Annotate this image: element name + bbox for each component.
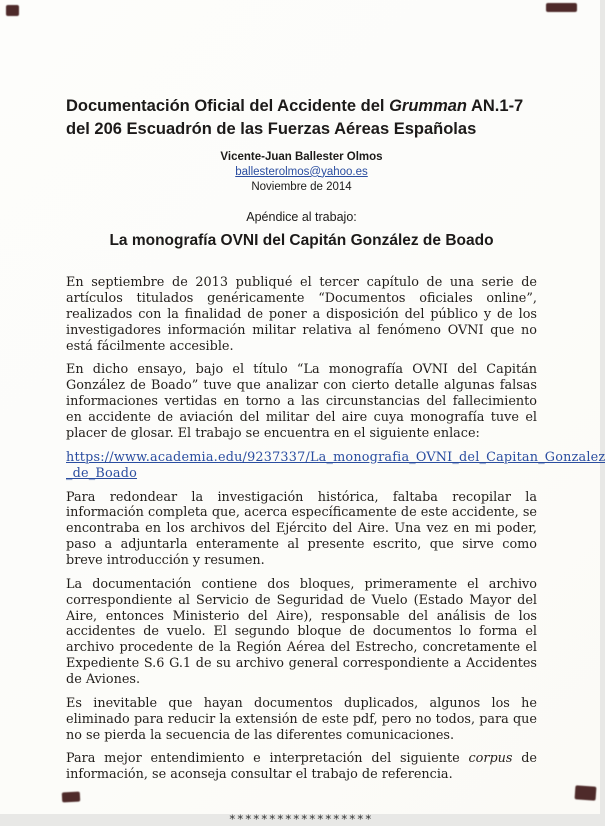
document-title — [66, 95, 537, 141]
document-subtitle: La monografía OVNI del Capitán González de Boado — [109, 232, 494, 250]
academia-link[interactable] — [66, 449, 605, 482]
email-line — [66, 166, 537, 179]
academia-link-line1[interactable]: https://www.academia.edu/9237337/La_monografia_OVNI_del_Capitan_Gonzalez — [66, 449, 605, 465]
author-block — [66, 151, 537, 251]
scan-artifact-top-right — [546, 3, 577, 12]
document-body — [66, 275, 605, 783]
scan-artifact-bottom-right — [575, 785, 597, 800]
academia-link-line2[interactable]: _de_Boado — [66, 465, 137, 481]
paragraph-advice — [66, 751, 537, 783]
paragraph-duplicates: Es inevitable que hayan documentos duplicados, algunos los he eliminado para reducir la extensión de este pdf, pero no todos, para que no se pierda la secuencia de las diferentes comunicaciones. — [66, 695, 537, 743]
scan-artifact-top-left — [6, 5, 19, 16]
paragraph-essay: En dicho ensayo, bajo el título “La monografía OVNI del Capitán González de Boado” tuve que analizar con cierto detalle algunas falsas informaciones vertidas en torno a las circunstancias del fallecimiento en accidente de aviación del militar del aire cuya monografía tuve el placer de glosar. El trabajo se encuentra en el siguiente enlace: — [66, 362, 537, 441]
advice-pre: Para mejor entendimiento e interpretación del siguiente — [66, 751, 469, 767]
paragraph-intro: En septiembre de 2013 publiqué el tercer capítulo de una serie de artículos titulados genéricamente “Documentos oficiales online”, realizados con la finalidad de poner a disposición del público y de los investigadores información militar relativa al fenómeno OVNI que no está fácilmente accesible. — [66, 275, 537, 354]
title-line1-pre: Documentación Oficial del Accidente del — [66, 97, 390, 115]
title-aircraft-name: Grumman — [389, 97, 467, 115]
title-line1-post: AN.1-7 — [467, 97, 524, 115]
advice-corpus: corpus — [468, 751, 513, 767]
appendix-label: Apéndice al trabajo: — [246, 210, 357, 225]
advice-post: de información, se aconseja consultar el trabajo de referencia. — [66, 751, 537, 783]
publication-date: Noviembre de 2014 — [251, 180, 352, 193]
scan-artifact-bottom-left — [62, 792, 80, 803]
title-line2: del 206 Escuadrón de las Fuerzas Aéreas Españolas — [66, 119, 477, 138]
email-link[interactable]: ballesterolmos@yahoo.es — [235, 165, 368, 178]
paragraph-archives: Para redondear la investigación histórica, faltaba recopilar la información completa que, acerca específicamente de este accidente, se encontraba en los archivos del Ejército del Aire. Una vez en mi poder, paso a adjuntarla enteramente al presente escrito, que sirve como breve introducción y resumen. — [66, 489, 537, 568]
paragraph-blocks: La documentación contiene dos bloques, primeramente el archivo correspondiente al Servicio de Seguridad de Vuelo (Estado Mayor del Aire, entonces Ministerio del Aire), responsable del análisis de los accidentes de vuelo. El segundo bloque de documentos lo forma el archivo procedente de la Región Aérea del Estrecho, concretamente el Expediente S.6 G.1 de su archivo general correspondiente a Accidentes de Aviones. — [66, 576, 537, 687]
author-name: Vicente-Juan Ballester Olmos — [220, 150, 383, 163]
separator-asterisks: ****************** — [229, 813, 374, 826]
paragraph-link — [66, 449, 605, 482]
